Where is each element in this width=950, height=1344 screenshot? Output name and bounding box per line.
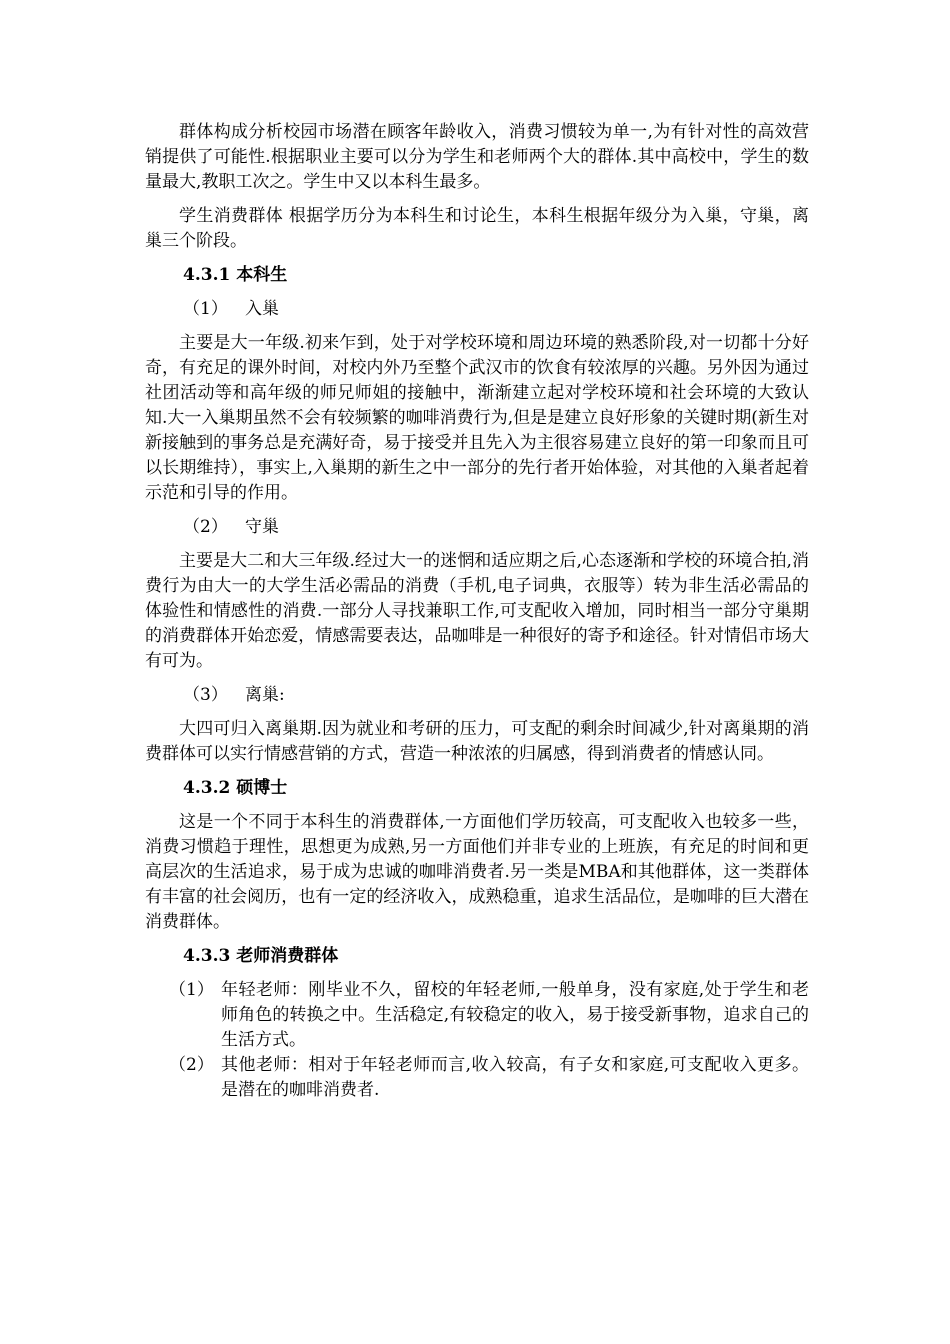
student-group-paragraph: 学生消费群体 根据学历分为本科生和讨论生，本科生根据年级分为入巢，守巢，离巢三个阶段。 [145,206,809,251]
subhead-number: （3） [183,685,228,705]
subhead-number: （1） [183,299,228,319]
list-item-number: （2） [169,1055,214,1075]
list-item [145,1053,809,1103]
shuoboshi-paragraph: 这是一个不同于本科生的消费群体,一方面他们学历较高，可支配收入也较多一些，消费习惯趋于理性，思想更为成熟,另一方面他们并非专业的上班族，有充足的时间和更高层次的生活追求，易于成为忠诚的咖啡消费者.另一类是MBA和其他群体，这一类群体有丰富的社会阅历，也有一定的经济收入，成熟稳重，追求生活品位，是咖啡的巨大潜在消费群体。 [145,812,809,932]
heading-4-3-1: 4.3.1 本科生 [183,265,288,285]
subhead-number: （2） [183,517,228,537]
subhead-shouchao [145,515,809,540]
list-item [145,978,809,1053]
list-item-text: 年轻老师：刚毕业不久，留校的年轻老师,一般单身，没有家庭,处于学生和老师角色的转换之中。生活稳定,有较稳定的收入，易于接受新事物，追求自己的生活方式。 [221,980,809,1050]
list-item-text: 其他老师：相对于年轻老师而言,收入较高，有子女和家庭,可支配收入更多。是潜在的咖啡消费者. [221,1055,809,1100]
heading-4-3-3: 4.3.3 老师消费群体 [183,946,339,966]
document-page [145,120,809,1103]
subhead-label: 守巢 [245,517,279,537]
ruchao-paragraph: 主要是大一年级.初来乍到，处于对学校环境和周边环境的熟悉阶段,对一切都十分好奇，有充足的课外时间，对校内外乃至整个武汉市的饮食有较浓厚的兴趣。另外因为通过社团活动等和高年级的师兄师姐的接触中，渐渐建立起对学校环境和社会环境的大致认知.大一入巢期虽然不会有较频繁的咖啡消费行为,但是是建立良好形象的关键时期(新生对新接触到的事务总是充满好奇，易于接受并且先入为主很容易建立良好的第一印象而且可以长期维持），事实上,入巢期的新生之中一部分的先行者开始体验，对其他的入巢者起着示范和引导的作用。 [145,333,809,503]
list-item-number: （1） [169,980,214,1000]
subhead-lichao [145,683,809,708]
subhead-label: 离巢: [245,685,285,705]
lichao-paragraph: 大四可归入离巢期.因为就业和考研的压力，可支配的剩余时间减少,针对离巢期的消费群体可以实行情感营销的方式，营造一种浓浓的归属感，得到消费者的情感认同。 [145,719,809,764]
subhead-ruchao [145,297,809,322]
subhead-label: 入巢 [245,299,279,319]
heading-4-3-2: 4.3.2 硕博士 [183,778,288,798]
shouchao-paragraph: 主要是大二和大三年级.经过大一的迷惘和适应期之后,心态逐渐和学校的环境合拍,消费行为由大一的大学生活必需品的消费（手机,电子词典，衣服等）转为非生活必需品的体验性和情感性的消费.一部分人寻找兼职工作,可支配收入增加，同时相当一部分守巢期的消费群体开始恋爱，情感需要表达，品咖啡是一种很好的寄予和途径。针对情侣市场大有可为。 [145,551,809,671]
intro-paragraph: 群体构成分析校园市场潜在顾客年龄收入，消费习惯较为单一,为有针对性的高效营销提供了可能性.根据职业主要可以分为学生和老师两个大的群体.其中高校中，学生的数量最大,教职工次之。学生中又以本科生最多。 [145,122,809,192]
